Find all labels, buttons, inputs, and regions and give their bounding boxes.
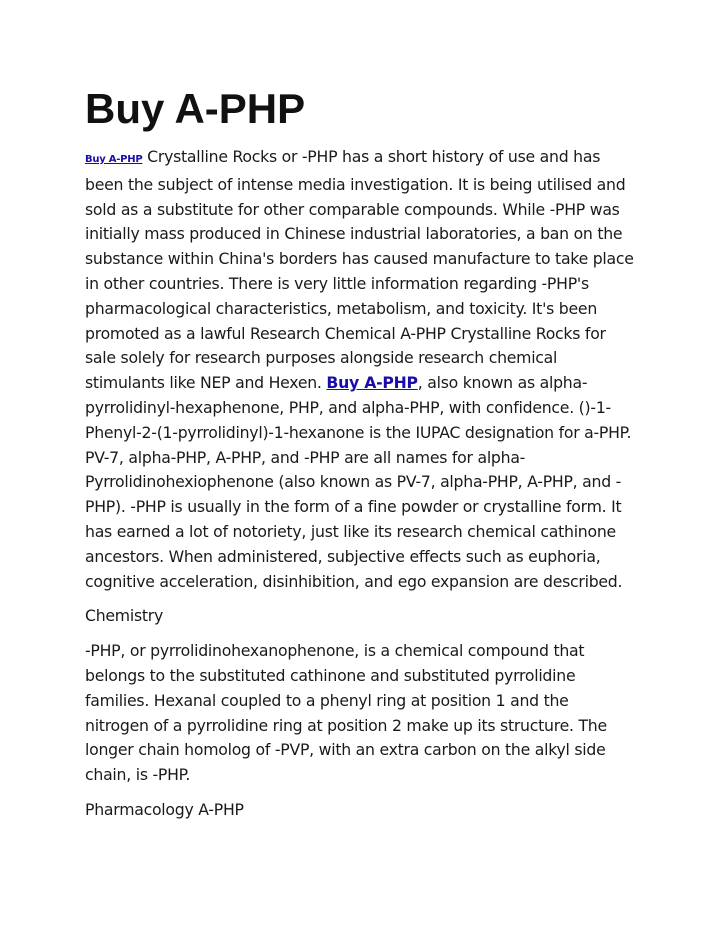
document-page <box>85 80 635 833</box>
page-title: Buy A-PHP <box>85 85 306 132</box>
buy-aphp-small-link[interactable]: Buy A-PHP <box>85 154 143 165</box>
buy-aphp-inline-link[interactable]: Buy A-PHP <box>326 373 418 393</box>
chemistry-heading: Chemistry <box>85 606 163 626</box>
chemistry-paragraph: -PHP, or pyrrolidinohexanophenone, is a chemical compound that belongs to the substituted cathinone and substituted pyrrolidine families. Hexanal coupled to a phenyl ring at position 1 and the nitrogen of a pyrrolidine ring at position 2 make up its structure. The longer chain homolog of -PVP, with an extra carbon on the alkyl side chain, is -PHP. <box>85 641 607 785</box>
intro-text-2: , also known as alpha-pyrrolidinyl-hexaphenone, PHP, and alpha-PHP, with confidence. ()-1-Phenyl-2-(1-pyrrolidinyl)-1-hexanone is the IUPAC designation for a-PHP. PV-7, alpha-PHP, A-PHP, and -PHP are all names for alpha-Pyrrolidinohexiophenone (also known as PV-7, alpha-PHP, A-PHP, and -PHP). -PHP is usually in the form of a fine powder or crystalline form. It has earned a lot of notoriety, just like its research chemical cathinone ancestors. When administered, subjective effects such as euphoria, cognitive acceleration, disinhibition, and ego expansion are described. <box>85 373 632 591</box>
intro-paragraph <box>85 145 635 594</box>
intro-text-1: Crystalline Rocks or -PHP has a short history of use and has been the subject of intense media investigation. It is being utilised and sold as a substitute for other comparable compounds. While -PHP was initially mass produced in Chinese industrial laboratories, a ban on the substance within China's borders has caused manufacture to take place in other countries. There is very little information regarding -PHP's pharmacological characteristics, metabolism, and toxicity. It's been promoted as a lawful Research Chemical A-PHP Crystalline Rocks for sale solely for research purposes alongside research chemical stimulants like NEP and Hexen. <box>85 147 634 393</box>
pharmacology-heading: Pharmacology A-PHP <box>85 799 244 819</box>
